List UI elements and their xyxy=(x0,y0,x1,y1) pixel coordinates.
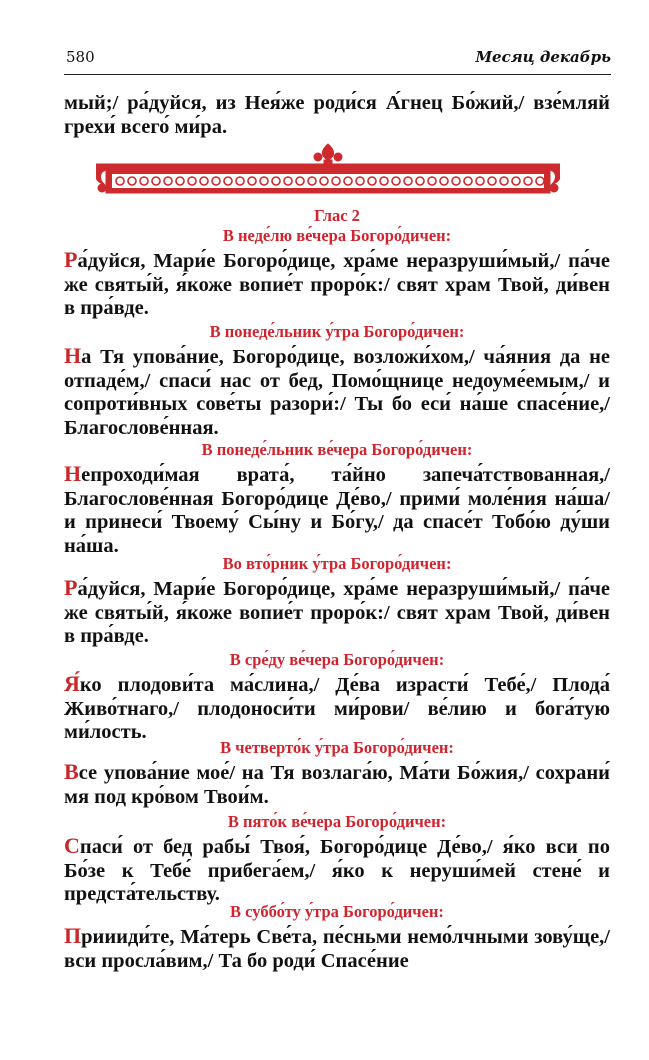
section-rubric: В понеде́льник ве́чера Богоро́дичен: xyxy=(201,440,473,459)
section-rubric: В суббо́ту у́тра Богоро́дичен: xyxy=(230,902,444,921)
section-text: Приииди́те, Ма́терь Све́та, пе́сньми немо́лчными зову́ще,/ вси просла́вим,/ Та бо роди́ Спасе́ние xyxy=(64,923,610,972)
drop-initial: Н xyxy=(64,343,82,368)
section-text: Все упова́ние мое́/ на Тя возлага́ю, Ма́ти Бо́жия,/ сохрани́ мя под кро́вом Твои́м. xyxy=(64,759,610,808)
section-rubric: В понеде́льник у́тра Богоро́дичен: xyxy=(209,322,465,341)
section-rubric: В четверто́к у́тра Богоро́дичен: xyxy=(220,738,454,757)
drop-initial: С xyxy=(64,833,80,858)
section-text: Ра́дуйся, Мари́е Богоро́дице, хра́ме неразруши́мый,/ па́че же святы́й, я́коже вопие́т проро́к:/ свят храм Твой, ди́вен в пра́вде. xyxy=(64,575,610,647)
section-rubric: В пято́к ве́чера Богоро́дичен: xyxy=(227,812,447,831)
page-number: 580 xyxy=(66,48,95,66)
drop-initial: Р xyxy=(64,575,78,600)
section-text: Непроходи́мая врата́, та́йно запеча́тствованная,/ Благослове́нная Богоро́дице Де́во,/ прими́ моле́ния на́ша/ и принеси́ Твоему́ Сы́ну и Бо́гу,/ да спасе́т Тобо́ю ду́ши на́ша. xyxy=(64,461,610,557)
drop-initial: Я́ xyxy=(64,671,80,696)
drop-initial: П xyxy=(64,923,82,948)
drop-initial: Р xyxy=(64,247,78,272)
section-text: Спаси́ от бед рабы́ Твоя́, Богоро́дице Де́во,/ я́ко вси по Бо́зе к Тебе́ прибега́ем,/ я́ко к неруши́мей стене́ и предста́тельству. xyxy=(64,833,610,905)
headpiece-ornament xyxy=(96,140,560,200)
tone-heading: Глас 2 xyxy=(314,206,360,225)
drop-initial: Н xyxy=(64,461,82,486)
opening-text: мый;/ ра́дуйся, из Нея́же роди́ся А́гнец Бо́жий,/ взе́мляй грехи́ всего́ ми́ра. xyxy=(64,92,610,138)
section-text: Ра́дуйся, Мари́е Богоро́дице, хра́ме неразруши́мый,/ па́че же святы́й, я́коже вопие́т проро́к:/ свят храм Твой, ди́вен в пра́вде. xyxy=(64,247,610,319)
page-header xyxy=(64,48,611,75)
section-rubric: Во вто́рник у́тра Богоро́дичен: xyxy=(222,554,452,573)
section-rubric: В сре́ду ве́чера Богоро́дичен: xyxy=(229,650,445,669)
section-rubric: В неде́лю ве́чера Богоро́дичен: xyxy=(222,226,452,245)
section-text: Я́ко плодови́та ма́слина,/ Де́ва израсти́ Тебе́,/ Плода́ Живо́тнаго,/ плодоноси́ти ми́рови/ ве́лию и бога́тую ми́лость. xyxy=(64,671,610,743)
running-head: Месяц декабрь xyxy=(475,48,611,66)
drop-initial: В xyxy=(64,759,79,784)
section-text: На Тя упова́ние, Богоро́дице, возложи́хом,/ ча́яния да не отпаде́м,/ спаси́ нас от бед, Помо́щнице недоуме́емым,/ и сопроти́вных сове́ты разори́:/ Ты бо еси́ на́ше спасе́ние,/ Благослове́нная. xyxy=(64,343,610,439)
